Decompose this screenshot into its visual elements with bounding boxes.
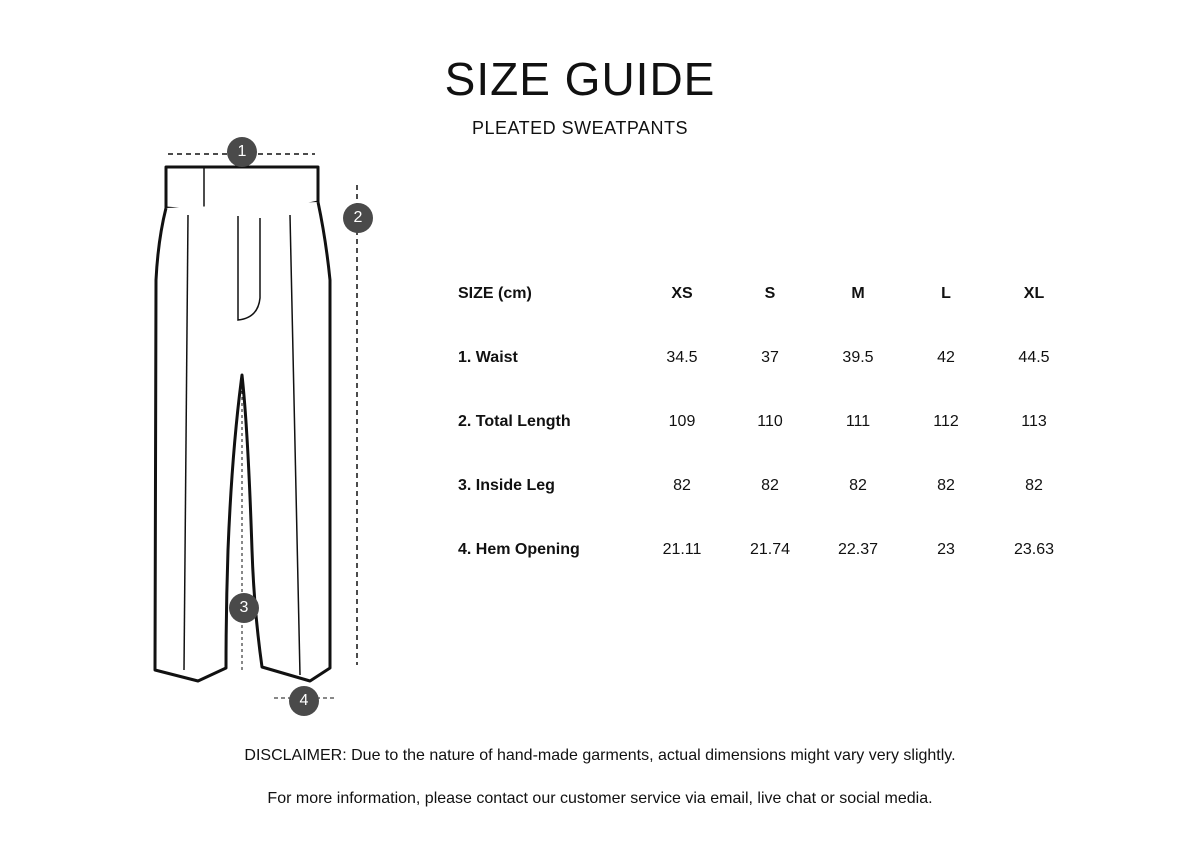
table-cell: 21.74 xyxy=(749,541,791,558)
size-m-header: M xyxy=(851,285,865,302)
table-cell: 113 xyxy=(1021,413,1047,430)
table-cell: 23 xyxy=(937,541,955,558)
table-cell: 44.5 xyxy=(1018,349,1050,366)
product-name: PLEATED SWEATPANTS xyxy=(471,118,689,138)
marker-hem-opening: 4 xyxy=(289,686,319,716)
table-cell: 112 xyxy=(933,413,959,430)
table-cell: 82 xyxy=(761,477,779,494)
table-row xyxy=(440,390,1078,454)
table-cell: 42 xyxy=(937,349,955,366)
marker-waist: 1 xyxy=(227,137,257,167)
table-cell: 82 xyxy=(1025,477,1043,494)
table-cell: 39.5 xyxy=(842,349,874,366)
table-cell: 21.11 xyxy=(662,541,702,558)
disclaimer-text: DISCLAIMER: Due to the nature of hand-made garments, actual dimensions might vary very slightly. xyxy=(244,747,956,764)
row-label: 1. Waist xyxy=(458,349,518,366)
table-cell: 37 xyxy=(761,349,779,366)
table-cell: 22.37 xyxy=(837,541,879,558)
marker-inside-leg: 3 xyxy=(229,593,259,623)
table-cell: 111 xyxy=(845,413,871,430)
size-s-header: S xyxy=(764,285,776,302)
table-row xyxy=(440,326,1078,390)
pants-diagram xyxy=(140,130,363,720)
table-cell: 82 xyxy=(937,477,955,494)
size-table xyxy=(440,262,1078,582)
size-xl-header: XL xyxy=(1023,285,1045,302)
pants-diagram-icon xyxy=(140,130,360,720)
size-unit-label: SIZE (cm) xyxy=(458,285,532,302)
row-label: 4. Hem Opening xyxy=(458,541,580,558)
table-header-row xyxy=(440,262,1078,326)
size-l-header: L xyxy=(941,285,951,302)
table-cell: 34.5 xyxy=(666,349,698,366)
marker-total-length: 2 xyxy=(343,203,373,233)
table-cell: 82 xyxy=(849,477,867,494)
table-cell: 23.63 xyxy=(1013,541,1055,558)
table-cell: 110 xyxy=(757,413,783,430)
row-label: 3. Inside Leg xyxy=(458,477,555,494)
contact-text: For more information, please contact our customer service via email, live chat or social media. xyxy=(267,790,933,807)
size-xs-header: XS xyxy=(671,285,693,302)
table-cell: 109 xyxy=(668,413,696,430)
table-cell: 82 xyxy=(673,477,691,494)
table-row xyxy=(440,518,1078,582)
table-row xyxy=(440,454,1078,518)
page-title: SIZE GUIDE xyxy=(444,53,716,105)
row-label: 2. Total Length xyxy=(458,413,571,430)
